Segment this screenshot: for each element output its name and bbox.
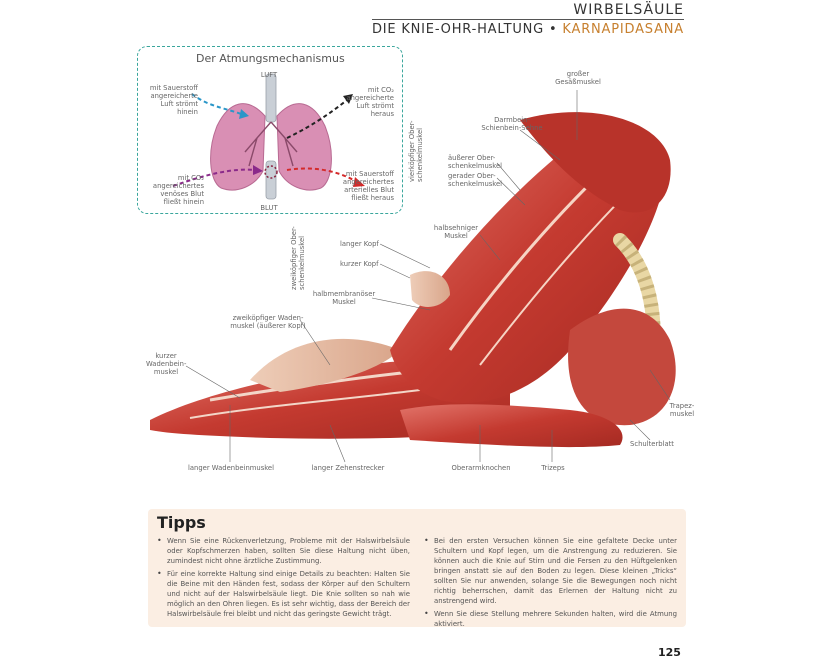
label-aeusserer: äußerer Ober-schenkelmuskel — [448, 154, 503, 170]
air-label: LUFT — [260, 71, 278, 79]
label-gerader: gerader Ober-schenkelmuskel — [448, 172, 503, 188]
label-kurzer-waden: kurzer Wadenbein-muskel — [146, 352, 187, 376]
label-langer-waden: langer Wadenbeinmuskel — [188, 464, 274, 472]
blood-in-label: mit CO₂ angereichertes venöses Blut fließt hinein — [152, 174, 204, 206]
label-langer-kopf: langer Kopf — [340, 240, 379, 248]
blood-out-label: mit Sauerstoff angereichertes arterielles Blut fließt heraus — [342, 170, 394, 202]
label-zwillings: zweiköpfiger Waden-muskel (äußerer Kopf) — [230, 314, 306, 330]
label-zweikoepfig: zweiköpfiger Ober-schenkelmuskel — [290, 226, 306, 290]
air-in-label: mit Sauerstoff angereicherte Luft strömt hinein — [149, 84, 198, 116]
label-oberarm: Oberarmknochen — [451, 464, 511, 472]
label-trizeps: Trizeps — [541, 464, 565, 472]
title-separator: • — [549, 22, 558, 37]
tip-item: • Für eine korrekte Haltung sind einige Details zu beachten: Halten Sie die Beine mit den Händen fest, sodass der Körper auf den Schultern und nicht auf der Halswirbelsäule liegt. Die Knie sollten so nah wie möglich an den Ohren liegen. Es ist sehr wichtig, dass der Bereich der Halswirbelsäule frei bleibt und nicht das geringste Gewicht trägt. — [157, 569, 410, 619]
tip-item: • Wenn Sie eine Rückenverletzung, Probleme mit der Halswirbelsäule oder Kopfschmerzen haben, sollten Sie diese Haltung nicht üben, zumindest nicht ohne ärztliche Zustimmung. — [157, 536, 410, 566]
tips-title: Tipps — [157, 513, 206, 532]
blood-label: BLUT — [260, 204, 278, 212]
air-out-label: mit CO₂ angereicherte Luft strömt heraus — [346, 86, 394, 118]
tip-item: • Wenn Sie diese Stellung mehrere Sekunden halten, wird die Atmung aktiviert. — [424, 609, 677, 629]
label-trapez: Trapez-muskel — [669, 402, 695, 418]
page-number: 125 — [658, 646, 681, 659]
label-vierkoepfig: vierköpfiger Ober-schenkelmuskel — [408, 120, 424, 182]
tips-right-column — [424, 536, 677, 632]
tip-item: • Bei den ersten Versuchen können Sie eine gefaltete Decke unter Schultern und Kopf legen, um die Anstrengung zu reduzieren. Sie können auch die Knie auf Stirn und die Fersen zu den Hüftgelenken bringen anstatt sie auf den Boden zu legen. Diese kleinen „Tricks“ sollten Sie nur anwenden, solange Sie die Bewegungen noch nicht richtig beherrschen, damit das Erlernen der Haltung nicht zu anstrengend wird. — [424, 536, 677, 606]
breathing-title: Der Atmungsmechanismus — [196, 52, 345, 65]
label-zehenstrecker: langer Zehenstrecker — [311, 464, 385, 472]
tips-left-column — [157, 536, 410, 622]
label-darmbein: Darmbein-Schienbein-Sehne — [481, 116, 543, 132]
label-halbsehniger: halbsehniger Muskel — [433, 224, 479, 240]
label-kurzer-kopf: kurzer Kopf — [340, 260, 379, 268]
label-schulterblatt: Schulterblatt — [630, 440, 674, 448]
sanskrit-name: KARNAPIDASANA — [562, 22, 684, 37]
pose-name: DIE KNIE-OHR-HALTUNG — [371, 22, 545, 37]
label-gesaess: großer Gesäßmuskel — [555, 70, 601, 86]
section-title: WIRBELSÄULE — [573, 2, 684, 18]
label-halbmembranoeser: halbmembranöser Muskel — [312, 290, 376, 306]
